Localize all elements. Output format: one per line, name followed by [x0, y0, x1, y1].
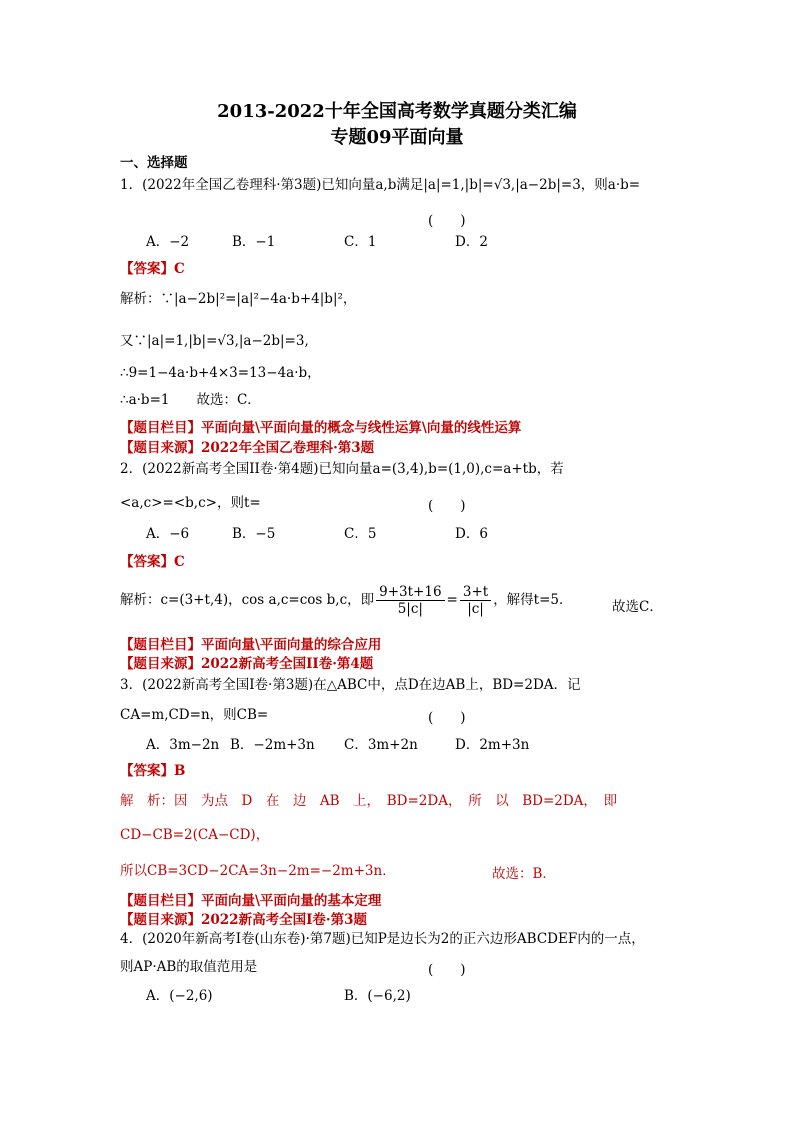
q1-option-c: C．1: [344, 234, 377, 250]
q3-paren: ( ): [428, 710, 466, 726]
q3-option-b: B．−2m+3n: [230, 737, 315, 753]
q3-option-d: D．2m+3n: [455, 737, 530, 753]
q3-answer: 【答案】B: [120, 763, 186, 779]
q2-solution: [120, 580, 573, 620]
q2-fraction-2-denominator: |c|: [467, 601, 484, 617]
q3-stem-line2: CA=m,CD=n，则CB=: [120, 707, 269, 723]
q2-solution-result: ，解得t=5．: [493, 592, 573, 608]
q2-source: 【题目来源】2022新高考全国II卷·第4题: [120, 656, 374, 672]
q1-solution-line3: ∴9=1−4a·b+4×3=13−4a·b，: [120, 365, 321, 381]
q1-option-b: B．−1: [232, 234, 276, 250]
q2-fraction-1: [376, 584, 444, 617]
document-subtitle: 专题09平面向量: [330, 127, 464, 148]
q2-stem: 2．(2022新高考全国II卷·第4题)已知向量a=(3,4),b=(1,0),c=a+tb，若: [120, 461, 564, 477]
q3-solution-line1: 解 析：因 为点 D 在 边 AB 上， BD=2DA， 所 以 BD=2DA， 即: [120, 793, 618, 809]
q3-solution-line2: CD−CB=2(CA−CD)，: [120, 827, 270, 843]
q3-solution-choice: 故选：B．: [492, 866, 556, 882]
q1-option-a: A．−2: [146, 234, 190, 250]
document-title: 2013-2022十年全国高考数学真题分类汇编: [217, 101, 577, 122]
q3-source: 【题目来源】2022新高考全国I卷·第3题: [120, 912, 367, 928]
q1-option-d: D．2: [455, 234, 488, 250]
q1-stem: 1．(2022年全国乙卷理科·第3题)已知向量a,b满足|a|=1,|b|=√3,|a−2b|=3，则a·b=: [120, 177, 641, 193]
q4-option-a: A．(−2,6): [146, 988, 213, 1004]
q1-source: 【题目来源】2022年全国乙卷理科·第3题: [120, 440, 375, 456]
q1-solution-line1: 解析：∵|a−2b|²=|a|²−4a·b+4|b|²，: [120, 291, 357, 307]
q2-option-b: B．−5: [232, 526, 276, 542]
q2-fraction-2: [460, 584, 491, 617]
q2-option-d: D．6: [455, 526, 488, 542]
q3-option-c: C．3m+2n: [344, 737, 418, 753]
q3-stem: 3．(2022新高考全国I卷·第3题)在△ABC中，点D在边AB上，BD=2DA．记: [120, 677, 581, 693]
q4-stem: 4．(2020年新高考I卷(山东卷)·第7题)已知P是边长为2的正六边形ABCDEF内的一点，: [120, 931, 645, 947]
q1-solution-line2: 又∵|a|=1,|b|=√3,|a−2b|=3,: [120, 333, 309, 349]
q4-paren: ( ): [428, 962, 466, 978]
q2-option-c: C．5: [344, 526, 377, 542]
section-heading: 一、选择题: [120, 155, 188, 171]
q2-fraction-2-numerator: 3+t: [460, 584, 491, 601]
q2-stem-line2: <a,c>=<b,c>，则t=: [120, 495, 261, 511]
q1-solution-line4: ∴a·b=1 故选：C．: [120, 392, 261, 408]
q4-stem-line2: 则AP·AB的取值范用是: [120, 959, 258, 975]
q4-option-b: B．(−6,2): [344, 988, 411, 1004]
q3-solution-line3: 所以CB=3CD−2CA=3n−2m=−2m+3n．: [120, 863, 396, 879]
q1-answer: 【答案】C: [120, 261, 185, 277]
q2-fraction-1-denominator: 5|c|: [397, 601, 423, 617]
q2-solution-choice: 故选C．: [612, 599, 663, 615]
q3-option-a: A．3m−2n: [146, 737, 220, 753]
q2-fraction-1-numerator: 9+3t+16: [376, 584, 444, 601]
q1-paren: ( ): [428, 213, 466, 229]
q2-category: 【题目栏目】平面向量\平面向量的综合应用: [120, 637, 382, 653]
q2-solution-lead: 解析：c=(3+t,4)，cos a,c=cos b,c，即: [120, 592, 375, 608]
q2-option-a: A．−6: [146, 526, 190, 542]
q1-category: 【题目栏目】平面向量\平面向量的概念与线性运算\向量的线性运算: [120, 420, 522, 436]
q2-equals: =: [446, 592, 458, 608]
q2-answer: 【答案】C: [120, 554, 185, 570]
q2-paren: ( ): [428, 498, 466, 514]
q3-category: 【题目栏目】平面向量\平面向量的基本定理: [120, 893, 382, 909]
